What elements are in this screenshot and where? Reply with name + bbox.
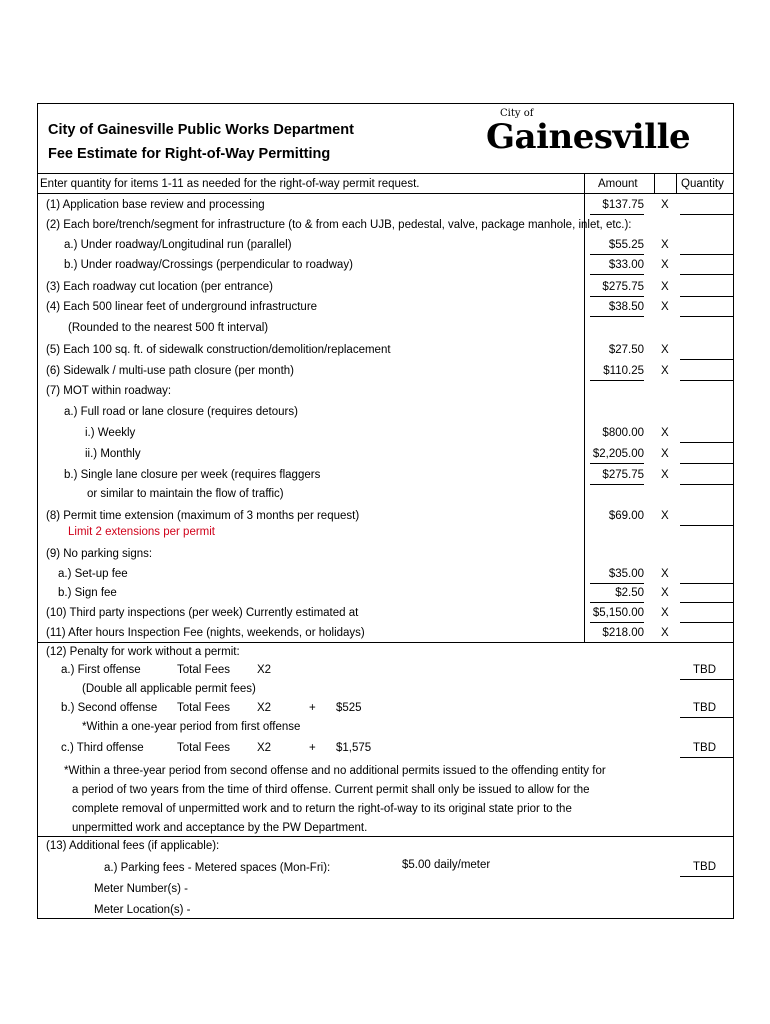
item-11-label: (11) After hours Inspection Fee (nights, weekends, or holidays) (46, 627, 365, 639)
second-offense-tbd: TBD (693, 702, 716, 714)
parking-fees-label: a.) Parking fees - Metered spaces (Mon-Fri): (104, 862, 331, 874)
item-3-amount: $275.75 (602, 281, 644, 293)
third-offense-amount: $1,575 (336, 742, 372, 754)
item-7b-amount: $275.75 (602, 469, 644, 481)
item-7a-i-amount: $800.00 (602, 427, 644, 439)
item-11-multiply: X (661, 627, 669, 639)
second-offense-amount: $525 (336, 702, 362, 714)
item-2-label: (2) Each bore/trench/segment for infrastructure (to & from each UJB, pedestal, valve, package manhole, inlet, etc.): (46, 219, 632, 231)
second-offense-quantity-line[interactable] (680, 717, 734, 718)
item-6-label: (6) Sidewalk / multi-use path closure (per month) (46, 365, 294, 377)
first-offense-multiplier: X2 (257, 664, 272, 676)
meter-locations-label: Meter Location(s) - (94, 904, 191, 916)
item-1-amount: $137.75 (602, 199, 644, 211)
item-7a-i-quantity-field[interactable] (680, 442, 734, 443)
item-3-amount-underline (590, 296, 644, 297)
parking-fees-quantity-line[interactable] (680, 876, 734, 877)
item-2b-amount: $33.00 (608, 259, 644, 271)
item-10-amount-underline (590, 622, 644, 623)
third-offense-multiplier: X2 (257, 742, 272, 754)
first-offense-total: Total Fees (177, 664, 231, 676)
item-10-quantity-field[interactable] (680, 622, 734, 623)
item-8-label: (8) Permit time extension (maximum of 3 months per request) (46, 510, 360, 522)
third-offense-total: Total Fees (177, 742, 231, 754)
item-2a-amount: $55.25 (608, 239, 644, 251)
item-7a-ii-multiply: X (661, 448, 669, 460)
column-header-divider (37, 193, 734, 194)
penalty-note-line-3: complete removal of unpermitted work and to return the right-of-way to its original state prior to the (72, 803, 572, 815)
item-4-quantity-field[interactable] (680, 316, 734, 317)
item-4-label: (4) Each 500 linear feet of underground infrastructure (46, 301, 318, 313)
parking-fees-tbd: TBD (693, 861, 716, 873)
instruction-text: Enter quantity for items 1-11 as needed for the right-of-way permit request. (40, 178, 420, 190)
item-1-quantity-field[interactable] (680, 214, 734, 215)
item-5-amount: $27.50 (608, 344, 644, 356)
item-7-label: (7) MOT within roadway: (46, 385, 172, 397)
item-1-label: (1) Application base review and processing (46, 199, 265, 211)
second-offense-total: Total Fees (177, 702, 231, 714)
second-offense-plus: + (309, 702, 316, 714)
item-9b-quantity-field[interactable] (680, 602, 734, 603)
item-3-multiply: X (661, 281, 669, 293)
item-7a-label: a.) Full road or lane closure (requires detours) (64, 406, 298, 418)
third-offense-label: c.) Third offense (61, 742, 144, 754)
item-9a-amount: $35.00 (608, 568, 644, 580)
parking-fees-amount: $5.00 daily/meter (402, 859, 491, 871)
item-6-amount: $110.25 (603, 365, 644, 377)
item-8-amount: $69.00 (608, 510, 644, 522)
third-offense-plus: + (309, 742, 316, 754)
item-9a-quantity-field[interactable] (680, 583, 734, 584)
item-7b-label: b.) Single lane closure per week (requires flaggers (64, 469, 321, 481)
item-7a-ii-quantity-field[interactable] (680, 463, 734, 464)
logo-small-text: City of (500, 108, 534, 119)
amount-column-divider-right (654, 173, 655, 193)
item-7b-quantity-field[interactable] (680, 484, 734, 485)
header-divider (37, 173, 734, 174)
item-7a-i-multiply: X (661, 427, 669, 439)
item-7a-ii-label: ii.) Monthly (85, 448, 141, 460)
item-2b-multiply: X (661, 259, 669, 271)
city-logo (486, 108, 690, 157)
second-offense-multiplier: X2 (257, 702, 272, 714)
meter-numbers-label: Meter Number(s) - (94, 883, 188, 895)
item-2b-label: b.) Under roadway/Crossings (perpendicular to roadway) (64, 259, 353, 271)
penalty-note-line-2: a period of two years from the time of third offense. Current permit shall only be issued to allow for the (72, 784, 590, 796)
penalty-heading: (12) Penalty for work without a permit: (46, 646, 240, 658)
item-5-quantity-field[interactable] (680, 359, 734, 360)
item-8-multiply: X (661, 510, 669, 522)
item-2a-label: a.) Under roadway/Longitudinal run (parallel) (64, 239, 292, 251)
second-offense-label: b.) Second offense (61, 702, 158, 714)
item-2a-quantity-field[interactable] (680, 254, 734, 255)
penalty-note-line-1: *Within a three-year period from second offense and no additional permits issued to the offending entity for (64, 765, 606, 777)
item-6-amount-underline (590, 380, 644, 381)
item-3-quantity-field[interactable] (680, 296, 734, 297)
item-5-multiply: X (661, 344, 669, 356)
penalty-section-divider (37, 642, 734, 643)
amount-column-divider (584, 173, 585, 193)
item-7a-ii-amount: $2,205.00 (592, 448, 644, 460)
item-7b-amount-underline (590, 484, 644, 485)
item-9b-label: b.) Sign fee (58, 587, 117, 599)
item-9-label: (9) No parking signs: (46, 548, 153, 560)
item-5-label: (5) Each 100 sq. ft. of sidewalk construction/demolition/replacement (46, 344, 391, 356)
item-2a-multiply: X (661, 239, 669, 251)
item-10-multiply: X (661, 607, 669, 619)
item-4-amount-underline (590, 316, 644, 317)
additional-fees-heading: (13) Additional fees (if applicable): (46, 840, 220, 852)
page-subtitle: Fee Estimate for Right-of-Way Permitting (48, 146, 331, 162)
item-9a-multiply: X (661, 568, 669, 580)
item-10-label: (10) Third party inspections (per week) Currently estimated at (46, 607, 359, 619)
third-offense-tbd: TBD (693, 742, 716, 754)
item-4-multiply: X (661, 301, 669, 313)
item-2b-amount-underline (590, 274, 644, 275)
first-offense-note: (Double all applicable permit fees) (82, 683, 256, 695)
item-1-multiply: X (661, 199, 669, 211)
first-offense-label: a.) First offense (61, 664, 141, 676)
item-7b-multiply: X (661, 469, 669, 481)
item-7a-ii-amount-underline (590, 463, 644, 464)
item-8-quantity-field[interactable] (680, 525, 734, 526)
item-11-amount: $218.00 (602, 627, 644, 639)
quantity-header: Quantity (681, 178, 724, 190)
item-2b-quantity-field[interactable] (680, 274, 734, 275)
first-offense-tbd: TBD (693, 664, 716, 676)
penalty-note-line-4: unpermitted work and acceptance by the PW Department. (72, 822, 368, 834)
item-10-amount: $5,150.00 (592, 607, 644, 619)
amount-header: Amount (598, 178, 638, 190)
item-4-amount: $38.50 (608, 301, 644, 313)
item-9b-multiply: X (661, 587, 669, 599)
item-9b-amount: $2.50 (615, 587, 644, 599)
item-2a-amount-underline (590, 254, 644, 255)
third-offense-quantity-line[interactable] (680, 757, 734, 758)
item-1-amount-underline (590, 214, 644, 215)
first-offense-quantity-line[interactable] (680, 679, 734, 680)
item-9b-amount-underline (590, 602, 644, 603)
item-3-label: (3) Each roadway cut location (per entrance) (46, 281, 273, 293)
item-9a-amount-underline (590, 583, 644, 584)
item-6-multiply: X (661, 365, 669, 377)
item-7a-i-label: i.) Weekly (85, 427, 136, 439)
additional-section-divider (37, 836, 734, 837)
page-title: City of Gainesville Public Works Department (48, 122, 354, 138)
second-offense-note: *Within a one-year period from first offense (82, 721, 301, 733)
item-6-quantity-field[interactable] (680, 380, 734, 381)
quantity-column-divider (676, 173, 677, 193)
item-4-note: (Rounded to the nearest 500 ft interval) (68, 322, 269, 334)
item-8-limit-note: Limit 2 extensions per permit (68, 526, 216, 538)
item-9a-label: a.) Set-up fee (58, 568, 128, 580)
logo-big-text: Gainesville (486, 117, 691, 157)
item-7b-continuation: or similar to maintain the flow of traffic) (87, 488, 284, 500)
